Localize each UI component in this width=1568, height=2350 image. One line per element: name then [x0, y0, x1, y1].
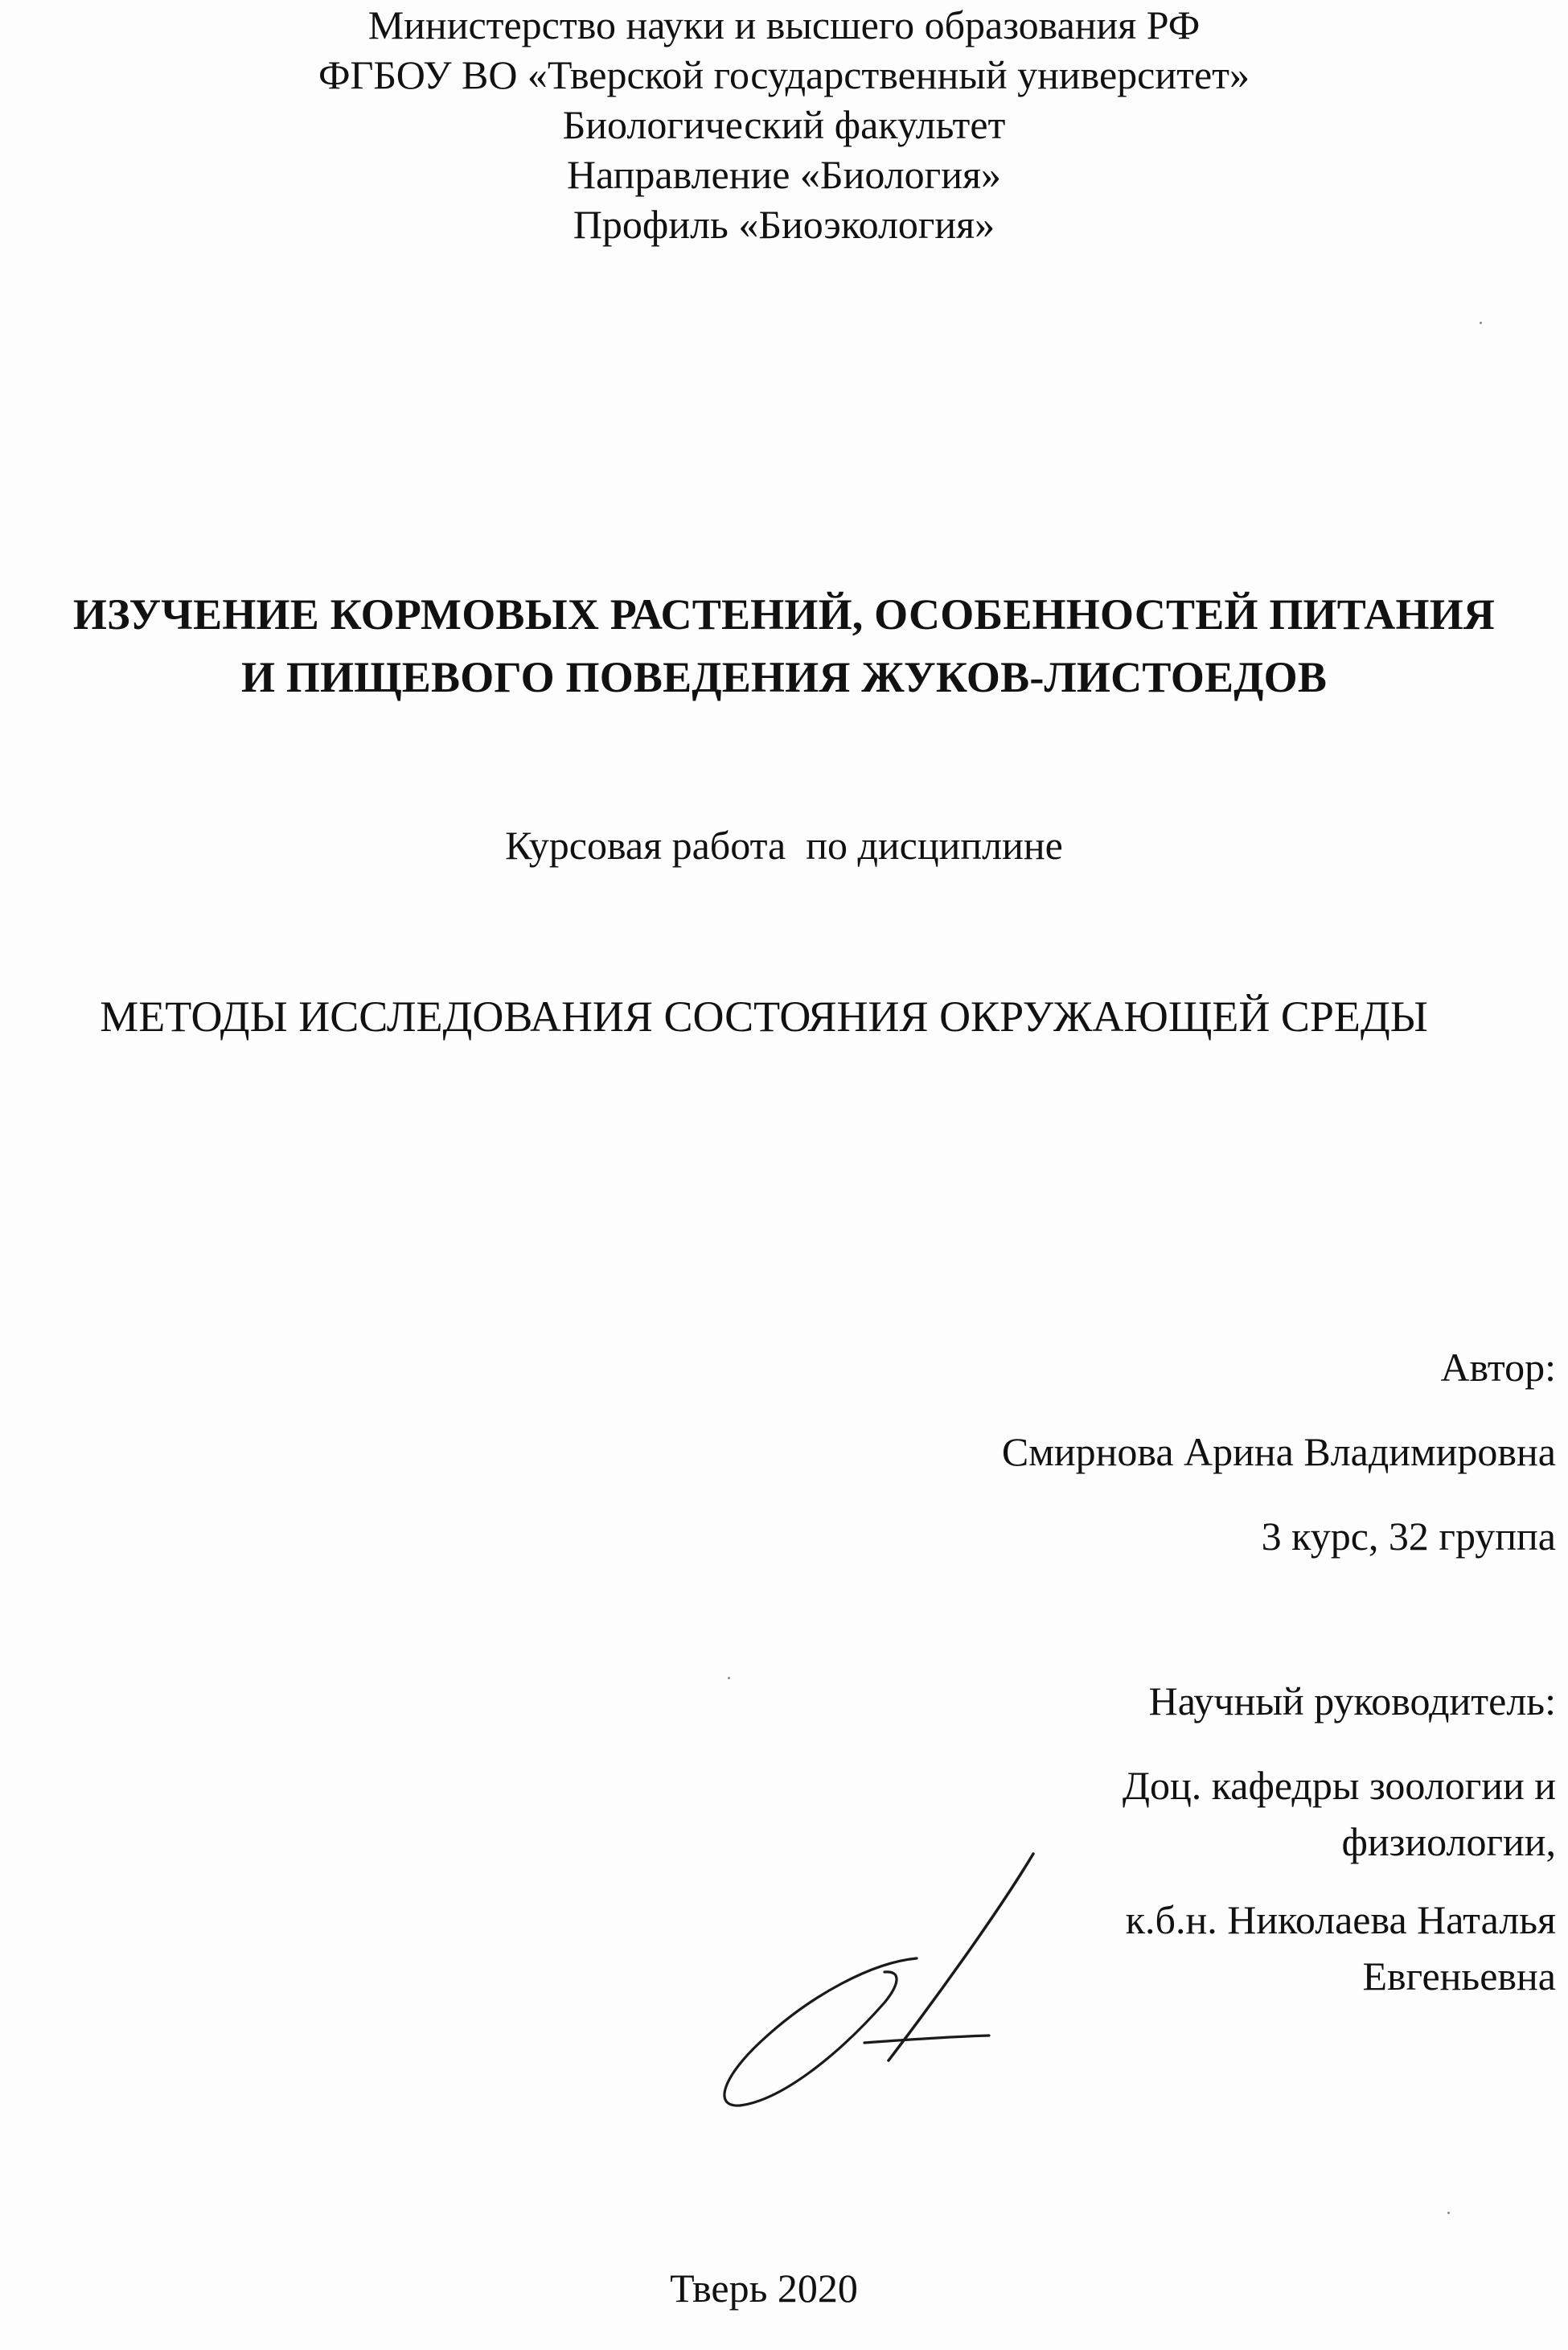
scan-speck: [728, 1677, 730, 1679]
title-line-1: ИЗУЧЕНИЕ КОРМОВЫХ РАСТЕНИЙ, ОСОБЕННОСТЕЙ ПИТАНИЯ: [72, 590, 1496, 639]
advisor-name-line-1: к.б.н. Николаева Наталья: [1125, 1897, 1556, 1942]
advisor-name-line-2: Евгеньевна: [1362, 1954, 1556, 1999]
author-name: Смирнова Арина Владимировна: [1001, 1429, 1556, 1474]
city-year: Тверь 2020: [670, 2266, 858, 2311]
profile-line: Профиль «Биоэкология»: [573, 202, 995, 247]
handwritten-signature: [692, 1850, 1045, 2115]
title-line-2: И ПИЩЕВОГО ПОВЕДЕНИЯ ЖУКОВ-ЛИСТОЕДОВ: [240, 653, 1328, 701]
direction-line: Направление «Биология»: [567, 152, 1001, 197]
discipline-name: МЕТОДЫ ИССЛЕДОВАНИЯ СОСТОЯНИЯ ОКРУЖАЮЩЕЙ СРЕДЫ: [100, 992, 1428, 1041]
work-type: Курсовая работа по дисциплине: [505, 823, 1063, 868]
scan-speck: [1480, 322, 1482, 324]
advisor-label: Научный руководитель:: [1148, 1678, 1556, 1723]
signature-stroke-loop: [724, 1958, 917, 2106]
signature-stroke-diagonal: [889, 1854, 1033, 2060]
signature-stroke-underline: [864, 2036, 989, 2043]
advisor-position-line-1: Доц. кафедры зоологии и: [1122, 1763, 1556, 1808]
author-label: Автор:: [1440, 1345, 1556, 1390]
institution-header: [0, 0, 1568, 249]
author-course: 3 курс, 32 группа: [1261, 1514, 1556, 1559]
ministry-line: Министерство науки и высшего образования РФ: [367, 2, 1201, 47]
faculty-line: Биологический факультет: [562, 102, 1006, 147]
scan-speck: [1447, 2212, 1450, 2214]
document-title: [0, 583, 1568, 709]
university-line: ФГБОУ ВО «Тверской государственный университет»: [318, 52, 1250, 97]
advisor-position-line-2: физиологии,: [1341, 1819, 1556, 1864]
